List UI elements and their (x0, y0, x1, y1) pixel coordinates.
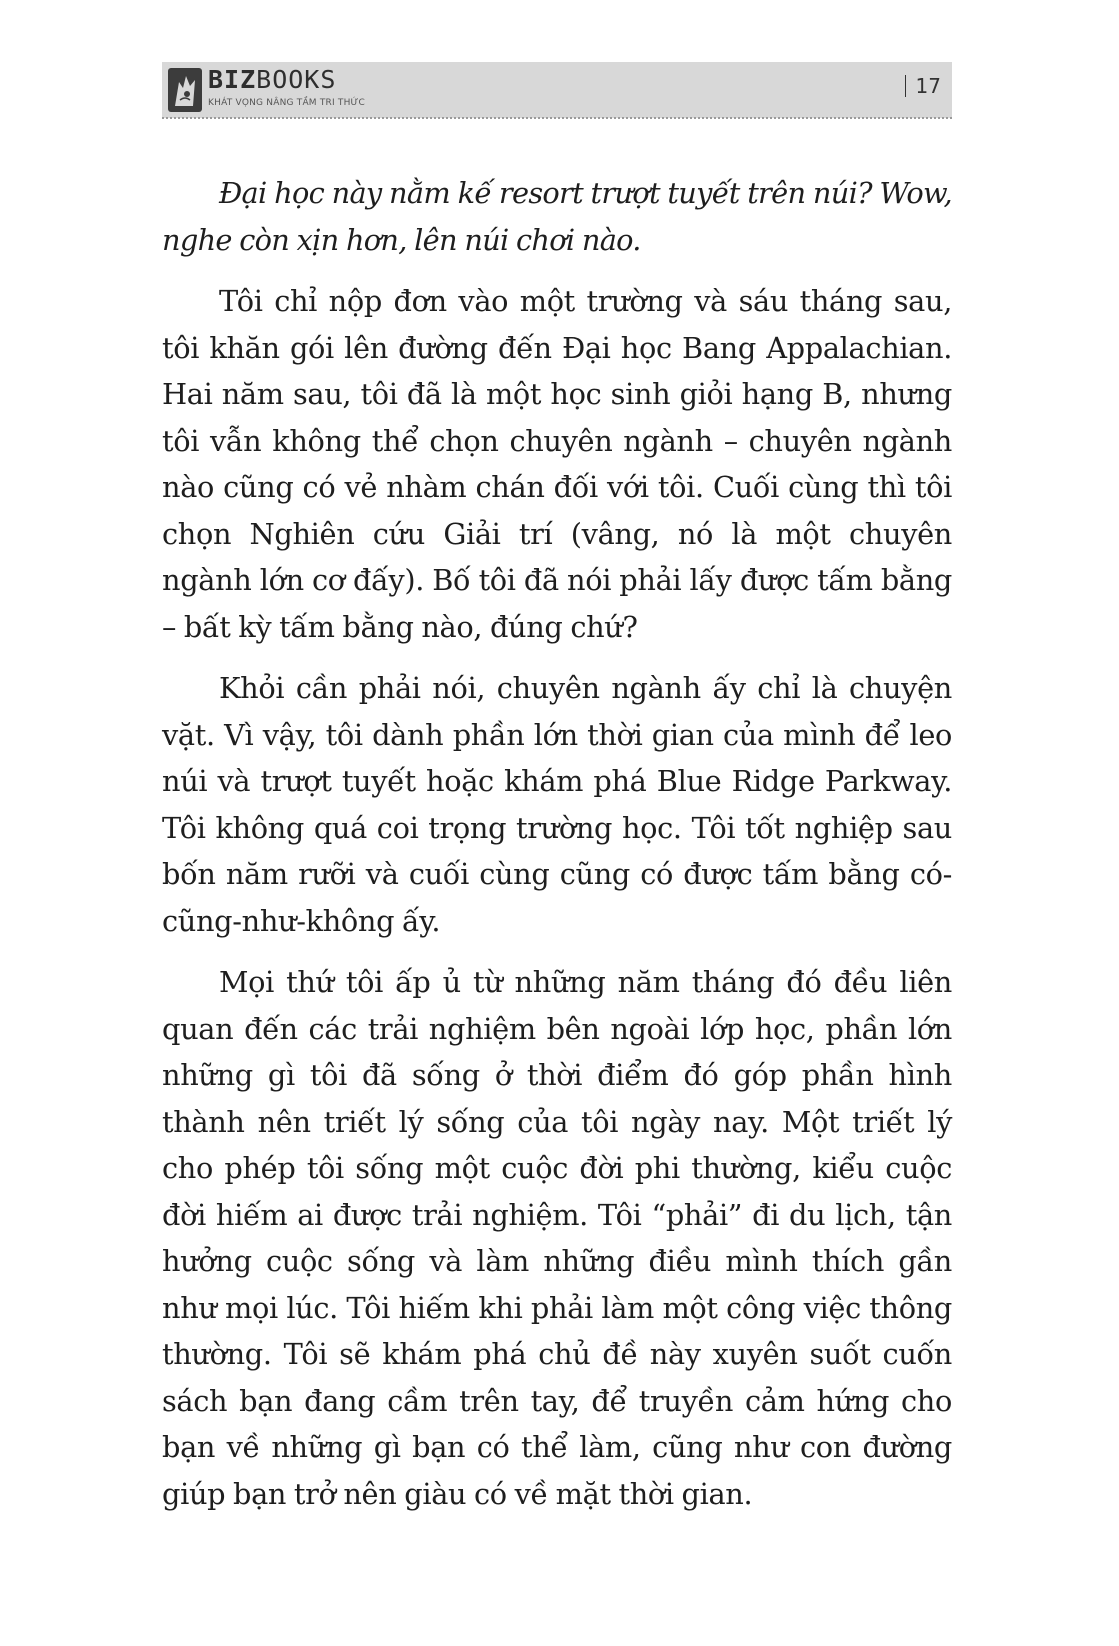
body-text (162, 170, 952, 1532)
brand-tagline: KHÁT VỌNG NÂNG TẦM TRI THỨC (208, 98, 365, 108)
bizbooks-logo-icon (168, 68, 202, 112)
brand-name-rest: BOOKS (256, 65, 337, 94)
paragraph: Tôi chỉ nộp đơn vào một trường và sáu tháng sau, tôi khăn gói lên đường đến Đại học Bang Appalachian. Hai năm sau, tôi đã là một học sinh giỏi hạng B, nhưng tôi vẫn không thể chọn chuyên ngành – chuyên ngành nào cũng có vẻ nhàm chán đối với tôi. Cuối cùng thì tôi chọn Nghiên cứu Giải trí (vâng, nó là một chuyên ngành lớn cơ đấy). Bố tôi đã nói phải lấy được tấm bằng – bất kỳ tấm bằng nào, đúng chứ? (162, 284, 952, 644)
page-number-value: 17 (915, 74, 941, 98)
page-number (905, 74, 941, 98)
paragraph-italic-thought: Đại học này nằm kế resort trượt tuyết trên núi? Wow, nghe còn xịn hơn, lên núi chơi nào. (162, 176, 952, 257)
page-number-separator (905, 75, 906, 97)
paragraph: Khỏi cần phải nói, chuyên ngành ấy chỉ là chuyện vặt. Vì vậy, tôi dành phần lớn thời gian của mình để leo núi và trượt tuyết hoặc khám phá Blue Ridge Parkway. Tôi không quá coi trọng trường học. Tôi tốt nghiệp sau bốn năm rưỡi và cuối cùng cũng có được tấm bằng có-cũng-như-không ấy. (162, 671, 952, 938)
brand-name-bold: BIZ (208, 65, 257, 94)
header-divider (162, 117, 952, 119)
paragraph: Mọi thứ tôi ấp ủ từ những năm tháng đó đều liên quan đến các trải nghiệm bên ngoài lớp học, phần lớn những gì tôi đã sống ở thời điểm đó góp phần hình thành nên triết lý sống của tôi ngày nay. Một triết lý cho phép tôi sống một cuộc đời phi thường, kiểu cuộc đời hiếm ai được trải nghiệm. Tôi “phải” đi du lịch, tận hưởng cuộc sống và làm những điều mình thích gần như mọi lúc. Tôi hiếm khi phải làm một công việc thông thường. Tôi sẽ khám phá chủ đề này xuyên suốt cuốn sách bạn đang cầm trên tay, để truyền cảm hứng cho bạn về những gì bạn có thể làm, cũng như con đường giúp bạn trở nên giàu có về mặt thời gian. (162, 965, 952, 1511)
brand-name (208, 66, 336, 94)
